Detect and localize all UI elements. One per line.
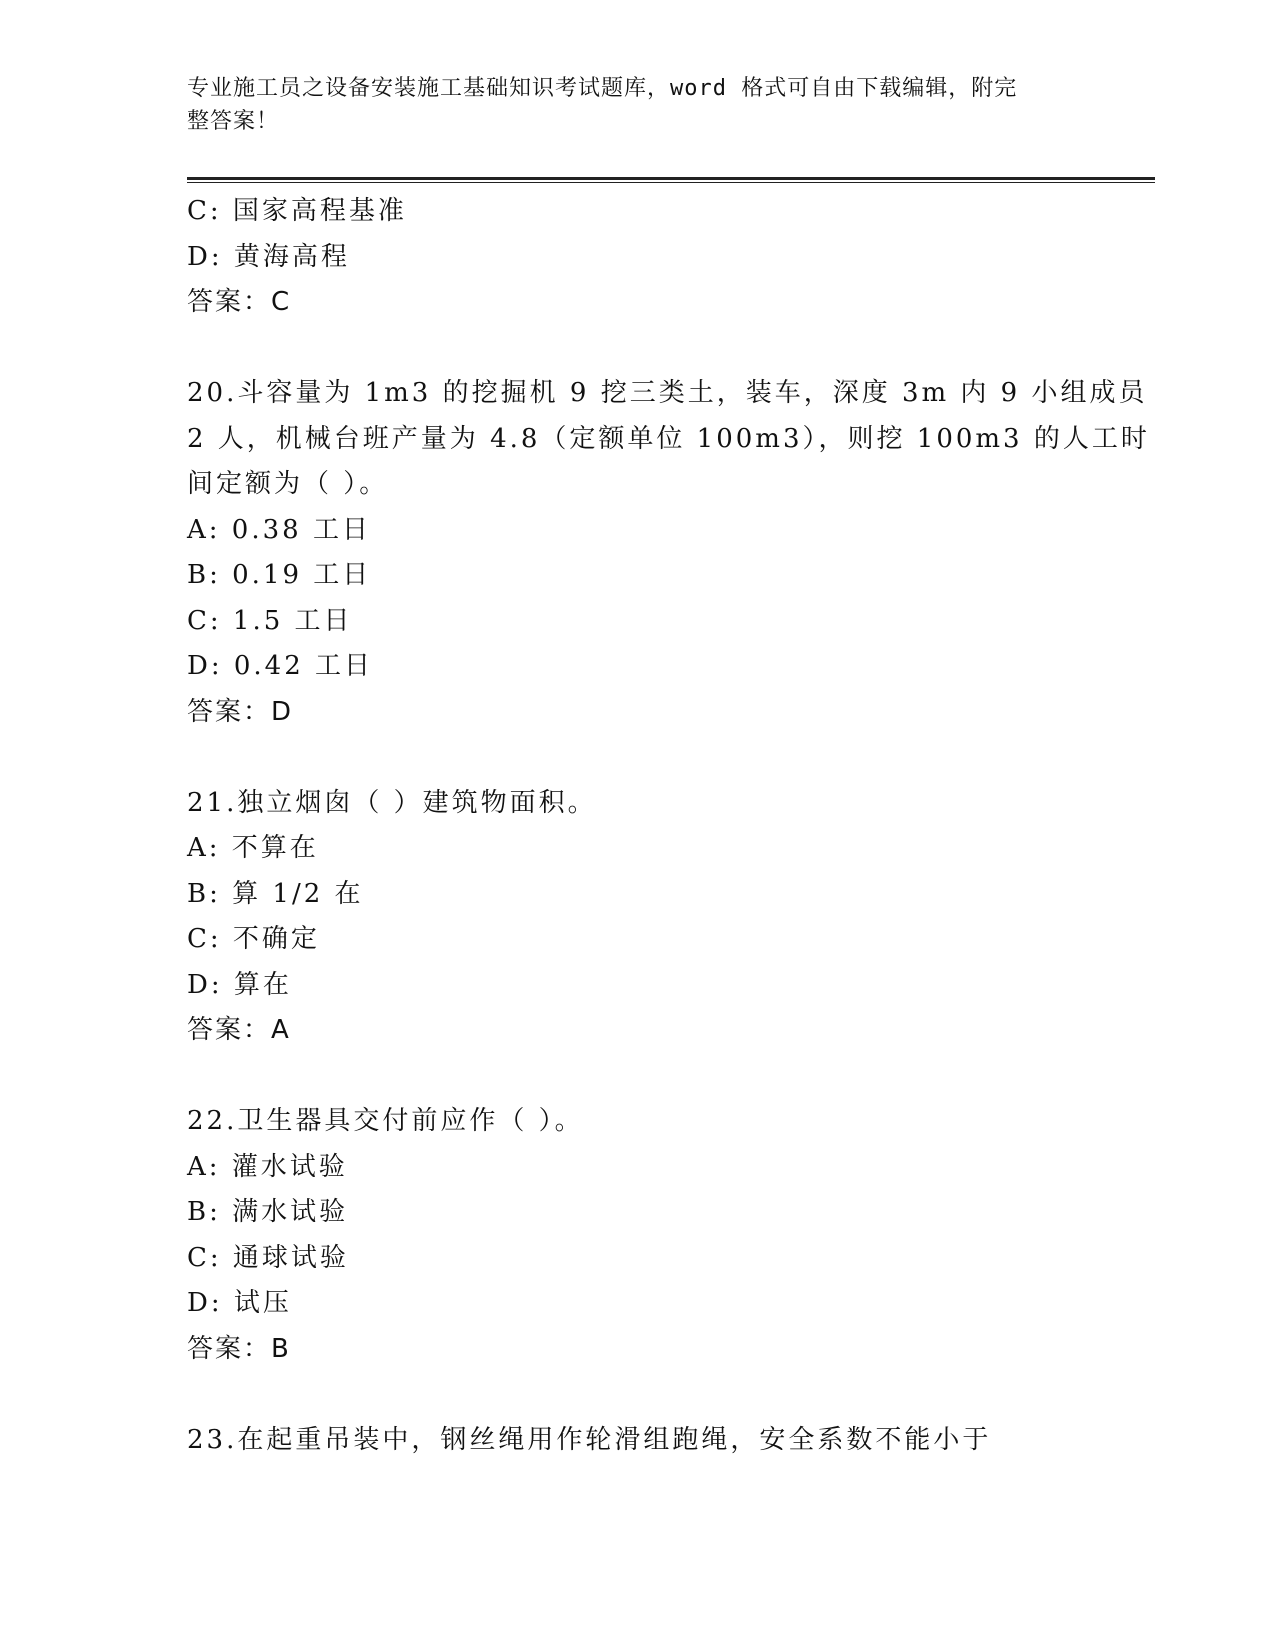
q21-option-a: A: 不算在	[187, 833, 319, 863]
q19-answer: 答案：C	[187, 287, 292, 317]
q22-option-d: D: 试压	[187, 1288, 292, 1318]
q19-option-c: C: 国家高程基准	[187, 196, 407, 226]
header-divider-thick	[187, 177, 1155, 180]
header-divider-thin	[187, 182, 1155, 183]
header-line-1: 专业施工员之设备安装施工基础知识考试题库，word 格式可自由下载编辑，附完	[187, 76, 1018, 101]
q20-answer: 答案：D	[187, 696, 294, 727]
q19-option-d: D: 黄海高程	[187, 241, 350, 272]
q22-stem: 22.卫生器具交付前应作（ ）。	[187, 1106, 584, 1136]
document-header	[187, 72, 1067, 138]
q21-option-d: D: 算在	[187, 969, 292, 1000]
spacer	[187, 326, 1087, 372]
q21-answer: 答案：A	[187, 1015, 291, 1045]
q20-option-d: D: 0.42 工日	[187, 651, 374, 681]
question-19-block	[187, 189, 1087, 326]
q23-stem: 23.在起重吊装中，钢丝绳用作轮滑组跑绳，安全系数不能小于	[187, 1424, 992, 1455]
question-23-block	[187, 1418, 1087, 1464]
q20-option-c: C: 1.5 工日	[187, 605, 353, 636]
q21-stem: 21.独立烟囱（ ）建筑物面积。	[187, 787, 597, 818]
q20-option-b: B: 0.19 工日	[187, 560, 372, 590]
q20-stem-line-1: 20.斗容量为 1m3 的挖掘机 9 挖三类土，装车，深度 3m 内 9 小组成员	[187, 378, 1148, 408]
header-line-2: 整答案！	[187, 109, 280, 134]
spacer	[187, 1054, 1087, 1100]
spacer	[187, 1372, 1087, 1418]
question-list	[187, 189, 1150, 1463]
spacer	[187, 735, 1087, 781]
q22-option-a: A: 灌水试验	[187, 1151, 348, 1182]
q21-option-c: C: 不确定	[187, 924, 320, 954]
q20-stem-line-2: 2 人，机械台班产量为 4.8（定额单位 100m3），则挖 100m3 的人工时	[187, 423, 1150, 454]
q22-option-c: C: 通球试验	[187, 1242, 349, 1273]
q22-answer: 答案：B	[187, 1333, 291, 1364]
question-21-block	[187, 781, 1087, 1054]
q20-option-a: A: 0.38 工日	[187, 514, 371, 545]
q21-option-b: B: 算 1/2 在	[187, 878, 364, 909]
question-20-block	[187, 371, 1150, 735]
q22-option-b: B: 满水试验	[187, 1197, 349, 1227]
q20-stem-line-3: 间定额为（ ）。	[187, 469, 389, 499]
question-22-block	[187, 1099, 1087, 1372]
